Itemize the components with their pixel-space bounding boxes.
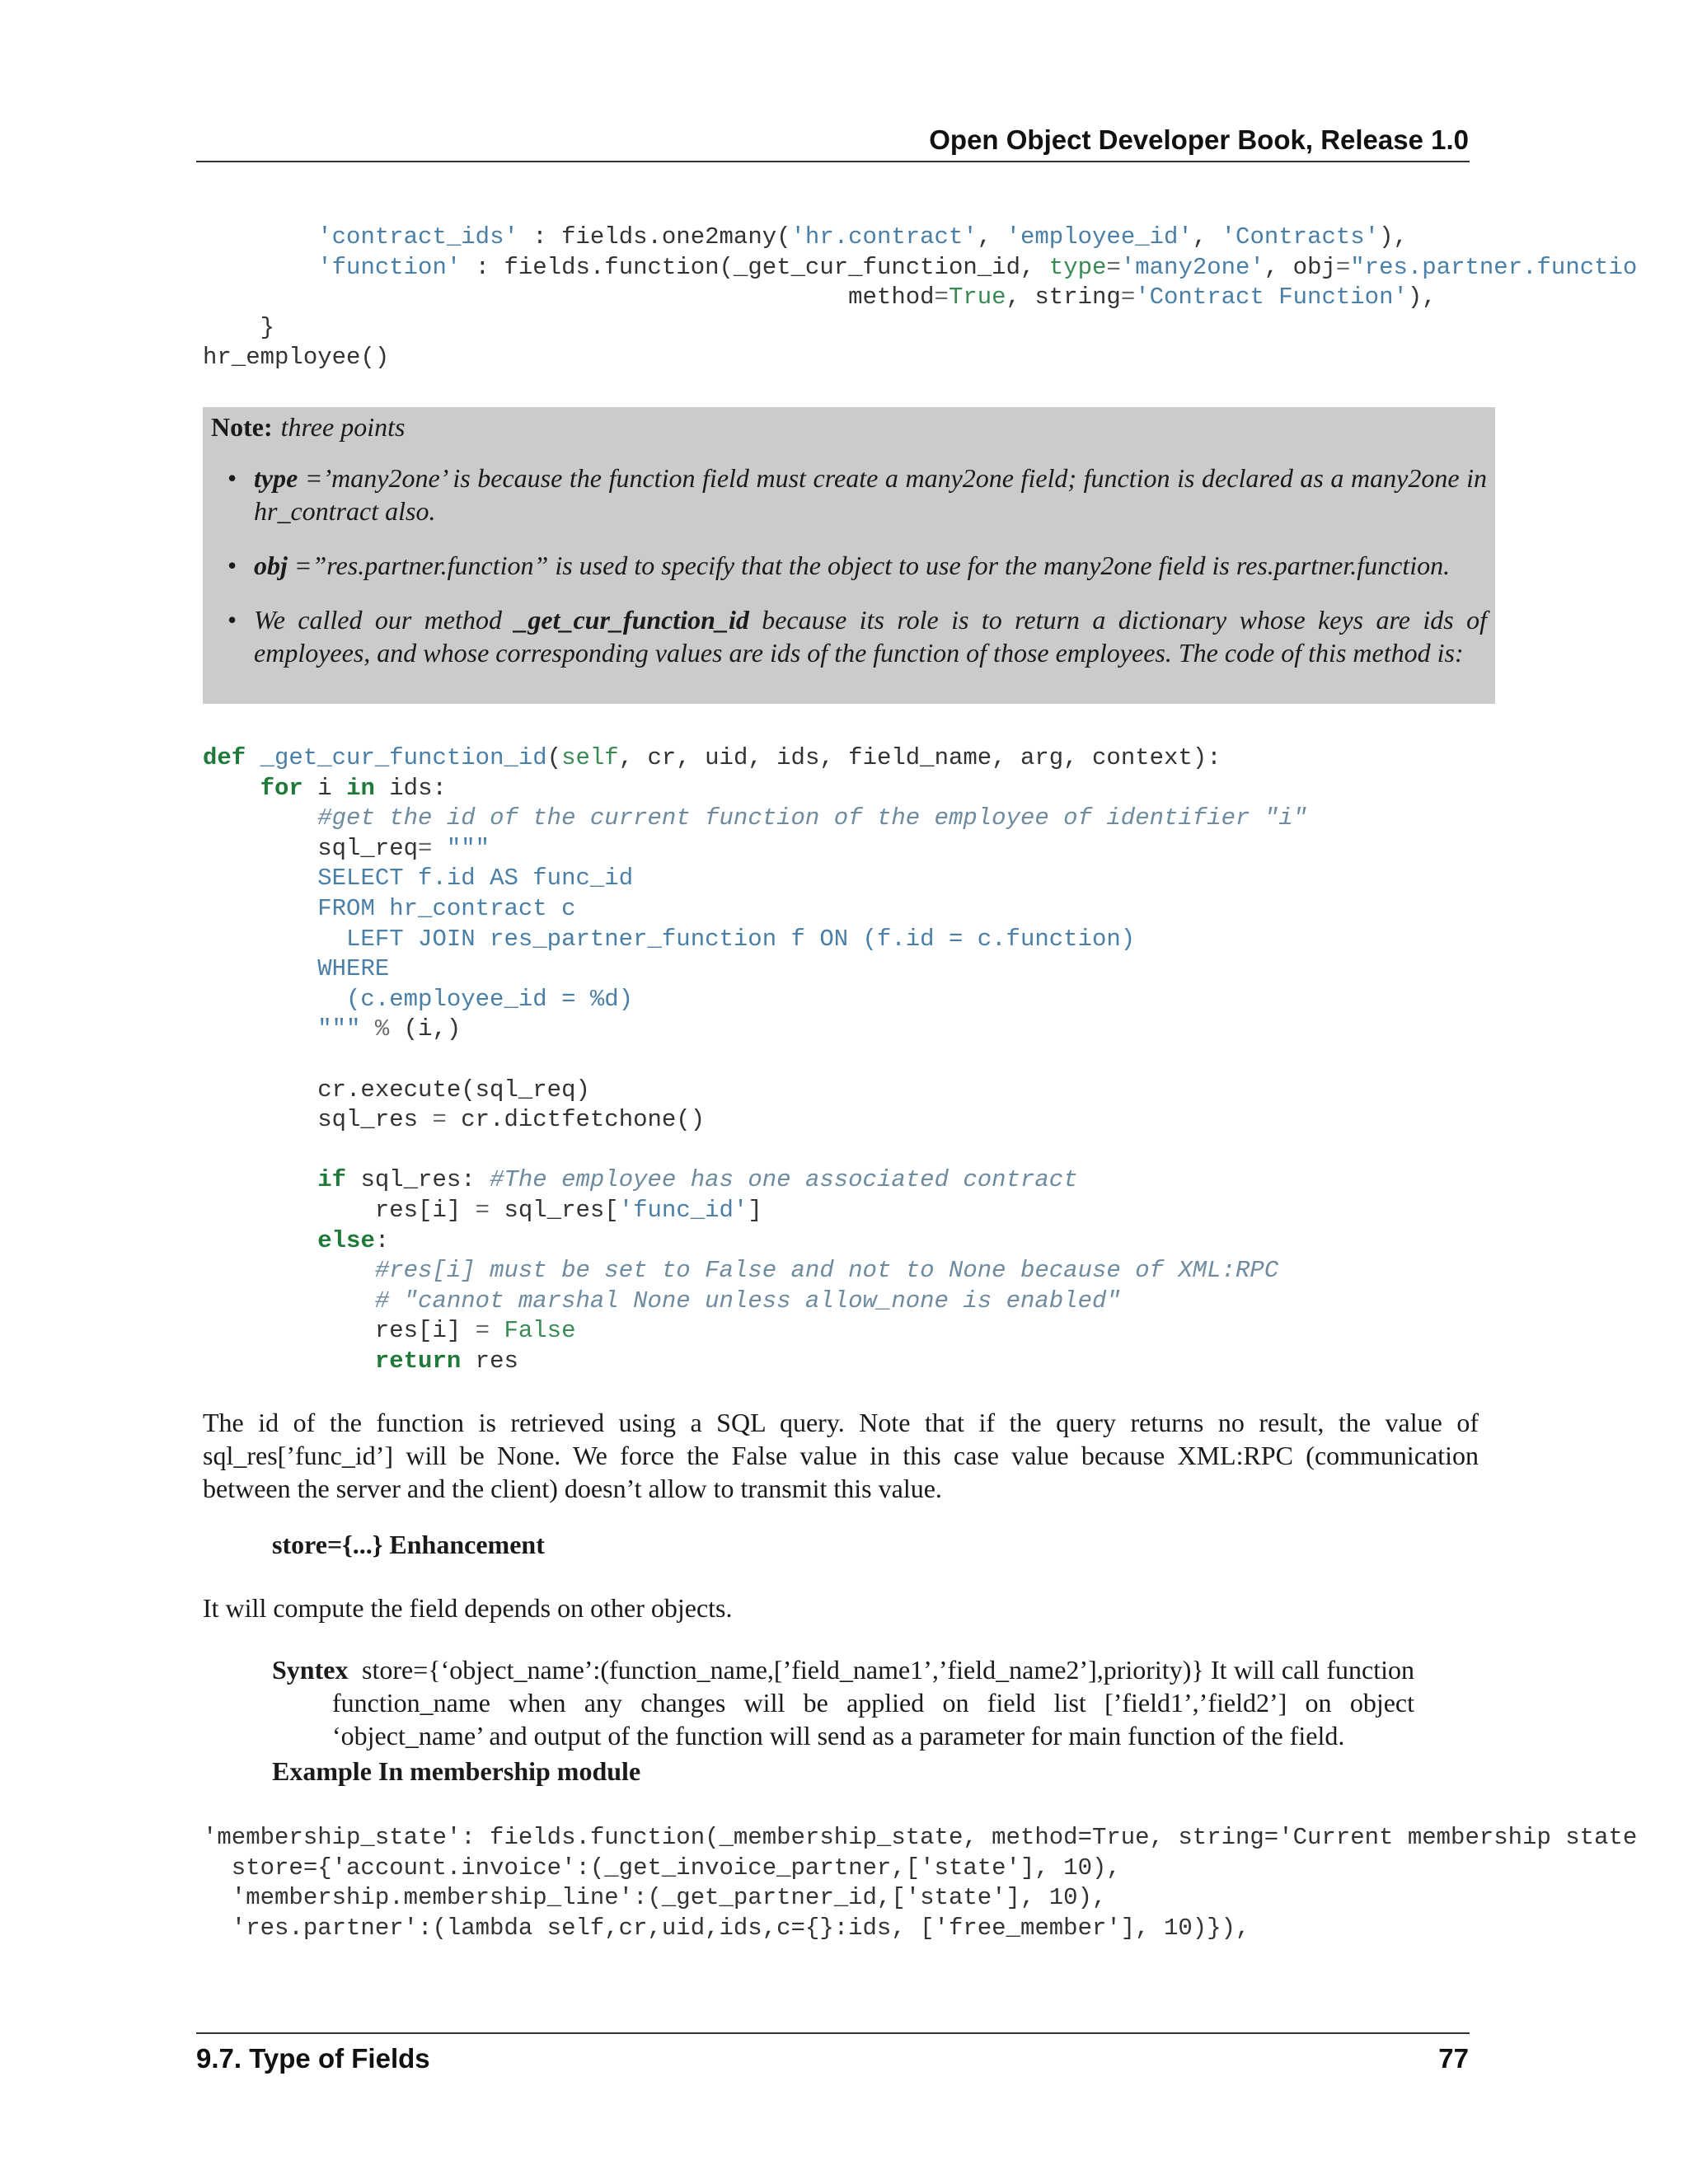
note-title: three points bbox=[280, 412, 406, 442]
note-bullet-keyword: type bbox=[254, 463, 298, 493]
note-bullet-text: because its role is to return a dictionary whose keys are ids of employees, and whose corresponding values are ids of the function of those employees. The code of this method is: bbox=[254, 605, 1488, 668]
note-label: Note: bbox=[211, 412, 273, 442]
note-bullet bbox=[227, 549, 1487, 582]
footer-rule bbox=[196, 2032, 1470, 2034]
note-box bbox=[203, 407, 1495, 704]
code-line: 'contract_ids' : fields.one2many('hr.contract', 'employee_id', 'Contracts'), bbox=[317, 223, 1408, 251]
code-line: else: bbox=[317, 1226, 390, 1254]
code-block-top bbox=[203, 223, 1637, 373]
code-line: WHERE bbox=[317, 955, 390, 983]
page-number: 77 bbox=[1438, 2043, 1469, 2074]
note-bullet-text: =”res.partner.function” is used to specify that the object to use for the many2one field is res.partner.function. bbox=[287, 551, 1451, 580]
code-line: def _get_cur_function_id(self, cr, uid, ids, field_name, arg, context): bbox=[203, 744, 1221, 771]
code-line: # "cannot marshal None unless allow_none is enabled" bbox=[374, 1286, 1121, 1315]
code-line: sql_req= """ bbox=[203, 834, 490, 862]
footer-section-title: 9.7. Type of Fields bbox=[196, 2043, 430, 2074]
example-subheading: Example In membership module bbox=[272, 1756, 641, 1786]
note-bullet-text: =’many2one’ is because the function field must create a many2one field; function is declared as a many2one in hr_contract also. bbox=[254, 463, 1487, 526]
note-heading bbox=[211, 410, 405, 443]
syntex-text: store={‘object_name’:(function_name,[’field_name1’,’field_name2’],priority)} It will call function function_name when any changes will be applied on field list [’field1’,’field2’] on object ‘object_name’ and output of the function will send as a parameter for main function of the field. bbox=[332, 1655, 1414, 1750]
bullet-dot: • bbox=[227, 463, 237, 493]
code-line: cr.execute(sql_req) bbox=[203, 1076, 590, 1104]
note-bullet bbox=[227, 603, 1488, 669]
syntex-label: Syntex bbox=[272, 1655, 349, 1685]
running-header-title: Open Object Developer Book, Release 1.0 bbox=[929, 124, 1469, 155]
body-paragraph: The id of the function is retrieved using a SQL query. Note that if the query returns no result, the value of sql_res[’func_id’] will be None. We force the False value in this case value because XML:RPC (communication between the server and the client) doesn’t allow to transmit this value. bbox=[203, 1408, 1479, 1503]
code-line: SELECT f.id AS func_id bbox=[317, 865, 634, 893]
code-line: store={'account.invoice':(_get_invoice_partner,['state'], 10), bbox=[203, 1854, 1121, 1882]
code-line: """ % (i,) bbox=[317, 1015, 462, 1043]
code-line: sql_res = cr.dictfetchone() bbox=[203, 1106, 706, 1134]
code-line: 'res.partner':(lambda self,cr,uid,ids,c={}:ids, ['free_member'], 10)}), bbox=[203, 1914, 1250, 1942]
code-line: 'function' : fields.function(_get_cur_function_id, type='many2one', obj="res.partner.functio bbox=[317, 253, 1638, 281]
body-paragraph: It will compute the field depends on other objects. bbox=[203, 1593, 733, 1623]
code-line: res[i] = False bbox=[203, 1317, 576, 1345]
code-line: method=True, string='Contract Function'), bbox=[203, 284, 1437, 312]
syntex-body bbox=[272, 1653, 1414, 1752]
code-line: return res bbox=[374, 1347, 518, 1375]
code-line: hr_employee() bbox=[203, 344, 390, 372]
note-bullet-keyword: _get_cur_function_id bbox=[514, 605, 749, 635]
code-line: } bbox=[203, 313, 275, 341]
bullet-dot: • bbox=[227, 605, 237, 635]
code-line: 'membership.membership_line':(_get_partner_id,['state'], 10), bbox=[203, 1884, 1107, 1912]
code-line: LEFT JOIN res_partner_function f ON (f.id = c.function) bbox=[346, 925, 1136, 953]
note-bullet-keyword: obj bbox=[254, 551, 288, 580]
syntex-definition bbox=[272, 1653, 1414, 1752]
code-line: #res[i] must be set to False and not to None because of XML:RPC bbox=[374, 1257, 1279, 1285]
note-bullet-prefix: We called our method bbox=[254, 605, 515, 635]
code-line: FROM hr_contract c bbox=[317, 894, 576, 922]
code-block-get-cur-function-id bbox=[203, 743, 1307, 1376]
code-line: if sql_res: #The employee has one associated contract bbox=[317, 1166, 1078, 1194]
code-line: 'membership_state': fields.function(_membership_state, method=True, string='Current membership state bbox=[203, 1824, 1638, 1851]
code-line: (c.employee_id = %d) bbox=[346, 985, 634, 1013]
section-subheading: store={...} Enhancement bbox=[272, 1530, 545, 1559]
code-line: for i in ids: bbox=[260, 774, 447, 802]
code-line: res[i] = sql_res['func_id'] bbox=[203, 1196, 762, 1224]
header-rule bbox=[196, 161, 1470, 162]
bullet-dot: • bbox=[227, 551, 237, 580]
code-block-membership bbox=[203, 1823, 1637, 1943]
note-bullet bbox=[227, 462, 1487, 527]
code-line: #get the id of the current function of the employee of identifier "i" bbox=[317, 804, 1308, 832]
